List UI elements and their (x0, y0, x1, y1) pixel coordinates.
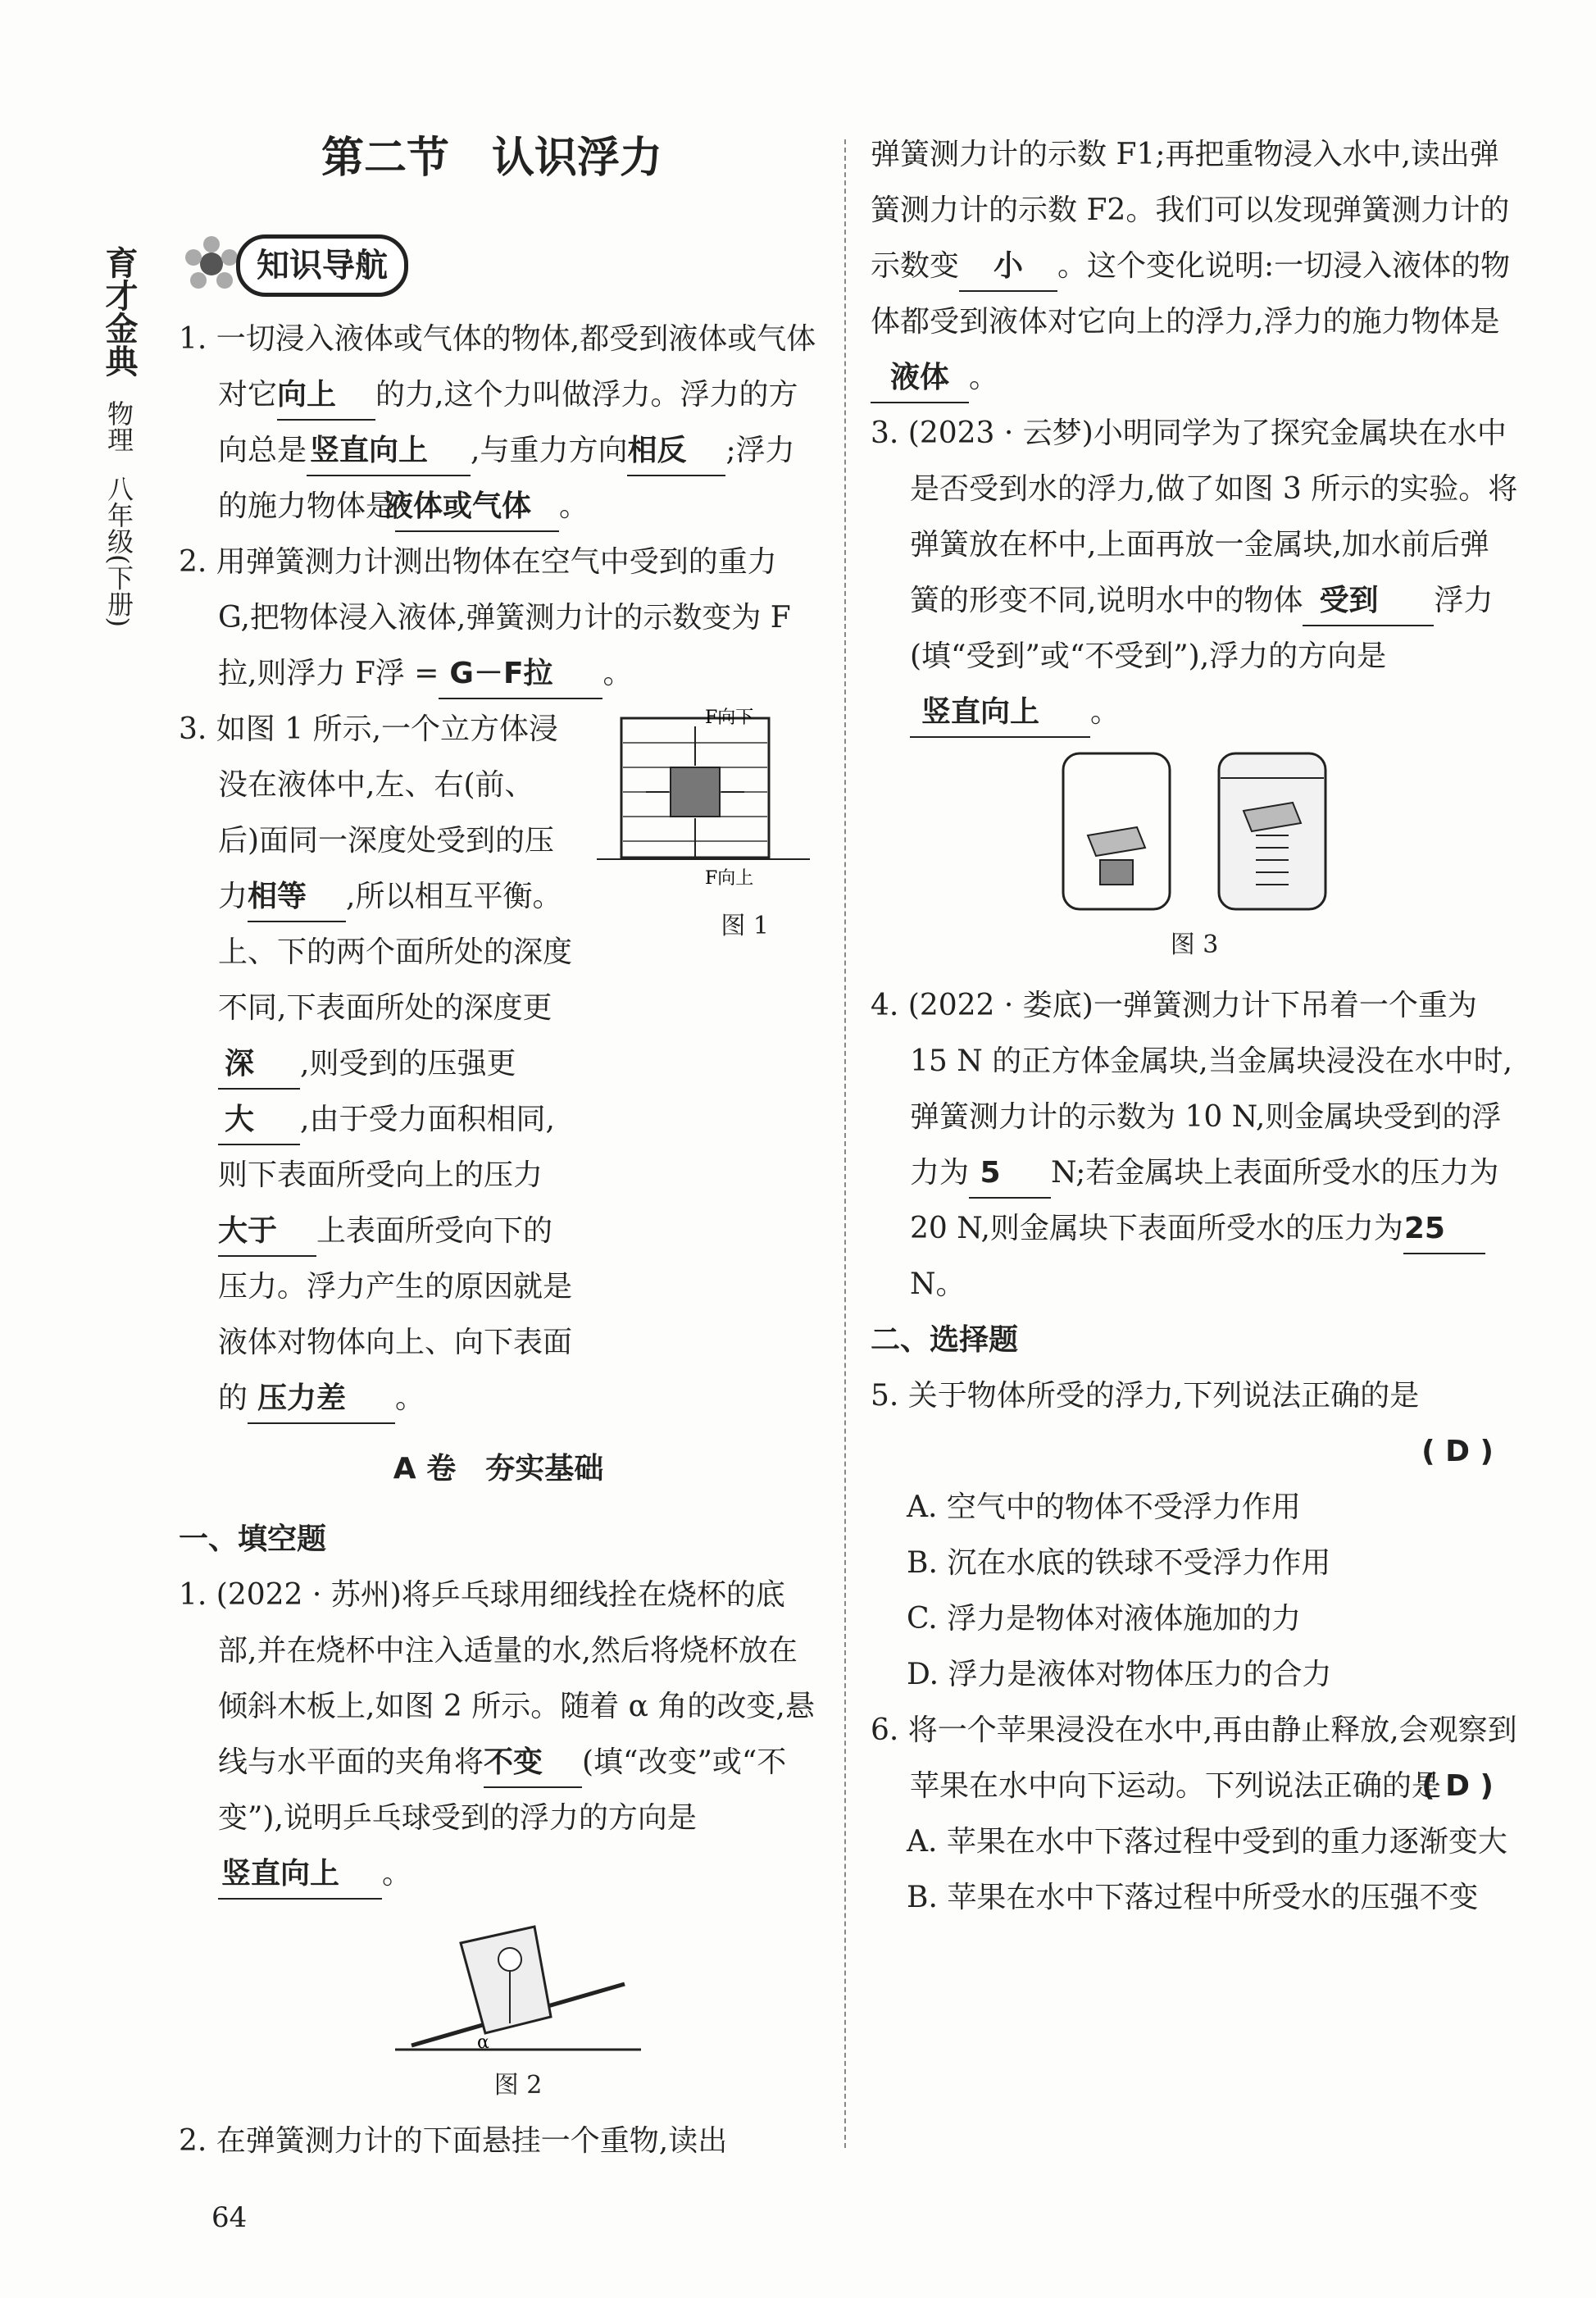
knowledge-nav-badge (179, 226, 441, 300)
part-2-heading: 二、选择题 (871, 1323, 1019, 1357)
figure-1-caption: 图 1 (721, 912, 769, 940)
badge-label: 知识导航 (236, 234, 408, 297)
sidebar (82, 246, 156, 627)
question-5-answer: ( D ) (1421, 1435, 1494, 1468)
sidebar-grade: 八年级(下册) (103, 476, 134, 627)
figure-3-spring-cups (1047, 745, 1342, 917)
question-6-option-b: B. 苹果在水中下落过程中所受水的压强不变 (907, 1881, 1479, 1914)
knowledge-item-1: 1. 一切浸入液体或气体的物体,都受到液体或气体对它向上 的力,这个力叫做浮力。浮力的方向总是 竖直向上 ,与重力方向相反 ;浮力的施力物体是液体或气体 。 (179, 312, 818, 535)
question-6-answer: ( D ) (1421, 1769, 1494, 1803)
question-6-option-a: A. 苹果在水中下落过程中受到的重力逐渐变大 (907, 1825, 1507, 1859)
figure-3-caption: 图 3 (1170, 931, 1219, 959)
question-5-option-c: C. 浮力是物体对液体施加的力 (907, 1602, 1302, 1636)
fig1-bottom-force-label: F向上 (705, 868, 754, 889)
knowledge-item-3: F向下 F向上 图 1 3. 如图 1 所示,一个立方体浸没在液体中,左、右(前、后)面同一深度处受到的压力相等 ,所以相互平衡。上、下的两个面所处的深度不同,下表面所处的深度更深 ,则受到的压强更大 ,由于受力面积相同,则下表面所受向上的压力大于 上表面所受向下的压力。浮力产生的原因就是液体对物体向上、向下表面的 压力差 。 (179, 702, 818, 1427)
page-title: 第二节 认识浮力 (321, 134, 662, 183)
column-divider (844, 139, 846, 2148)
section-a-heading: A 卷 夯实基础 (393, 1452, 604, 1486)
left-column (179, 312, 818, 2169)
page-number: 64 (211, 2201, 248, 2234)
alpha-label: α (477, 2032, 489, 2053)
knowledge-item-2: 2. 用弹簧测力计测出物体在空气中受到的重力 G,把物体浸入液体,弹簧测力计的示数变为 F拉,则浮力 F浮 = G－F拉 。 (179, 535, 818, 702)
question-5-option-a: A. 空气中的物体不受浮力作用 (907, 1490, 1301, 1524)
question-1: 1. (2022 · 苏州)将乒乓球用细线拴在烧杯的底部,并在烧杯中注入适量的水,然后将烧杯放在倾斜木板上,如图 2 所示。随着 α 角的改变,悬线与水平面的夹角将不变 (填“改变”或“不变”),说明乒乓球受到的浮力的方向是竖直向上 。 (179, 1568, 818, 1902)
figure-1-cube-in-liquid (597, 702, 818, 890)
question-5-option-d: D. 浮力是液体对物体压力的合力 (907, 1658, 1332, 1691)
question-4: 4. (2022 · 娄底)一弹簧测力计下吊着一个重为 15 N 的正方体金属块,当金属块浸没在水中时,弹簧测力计的示数为 10 N,则金属块受到的浮力为 5 N;若金属块上表面所受水的压力为 20 N,则金属块下表面所受水的压力为25N。 (871, 989, 1513, 1301)
part-1-heading: 一、填空题 (179, 1522, 327, 1556)
sidebar-brand: 育才金典 (100, 246, 139, 377)
right-column (871, 127, 1518, 1926)
question-3: 3. (2023 · 云梦)小明同学为了探究金属块在水中是否受到水的浮力,做了如图 3 所示的实验。将弹簧放在杯中,上面再放一金属块,加水前后弹簧的形变不同,说明水中的物体 受到 浮力(填“受到”或“不受到”),浮力的方向是竖直向上 。 (871, 406, 1518, 740)
question-2-start: 2. 在弹簧测力计的下面悬挂一个重物,读出 (179, 2124, 728, 2158)
question-2-cont: 弹簧测力计的示数 F1;再把重物浸入水中,读出弹簧测力计的示数 F2。我们可以发现弹簧测力计的示数变 小 。这个变化说明:一切浸入液体的物体都受到液体对它向上的浮力,浮力的施力物体是液体 。 (871, 127, 1518, 406)
sidebar-subject: 物理 (103, 400, 134, 453)
flower-icon (179, 231, 244, 297)
figure-3 (871, 745, 1518, 973)
question-5-stem: 5. 关于物体所受的浮力,下列说法正确的是 (871, 1379, 1420, 1413)
figure-2-tilted-beaker (395, 1910, 641, 2058)
question-5-option-b: B. 沉在水底的铁球不受浮力作用 (907, 1546, 1331, 1580)
figure-2-caption: 图 2 (493, 2071, 543, 2100)
fig1-top-force-label: F向下 (705, 708, 754, 728)
question-6-stem: 6. 将一个苹果浸没在水中,再由静止释放,会观察到苹果在水中向下运动。下列说法正确的是 (871, 1713, 1517, 1803)
figure-2 (218, 1910, 818, 2114)
